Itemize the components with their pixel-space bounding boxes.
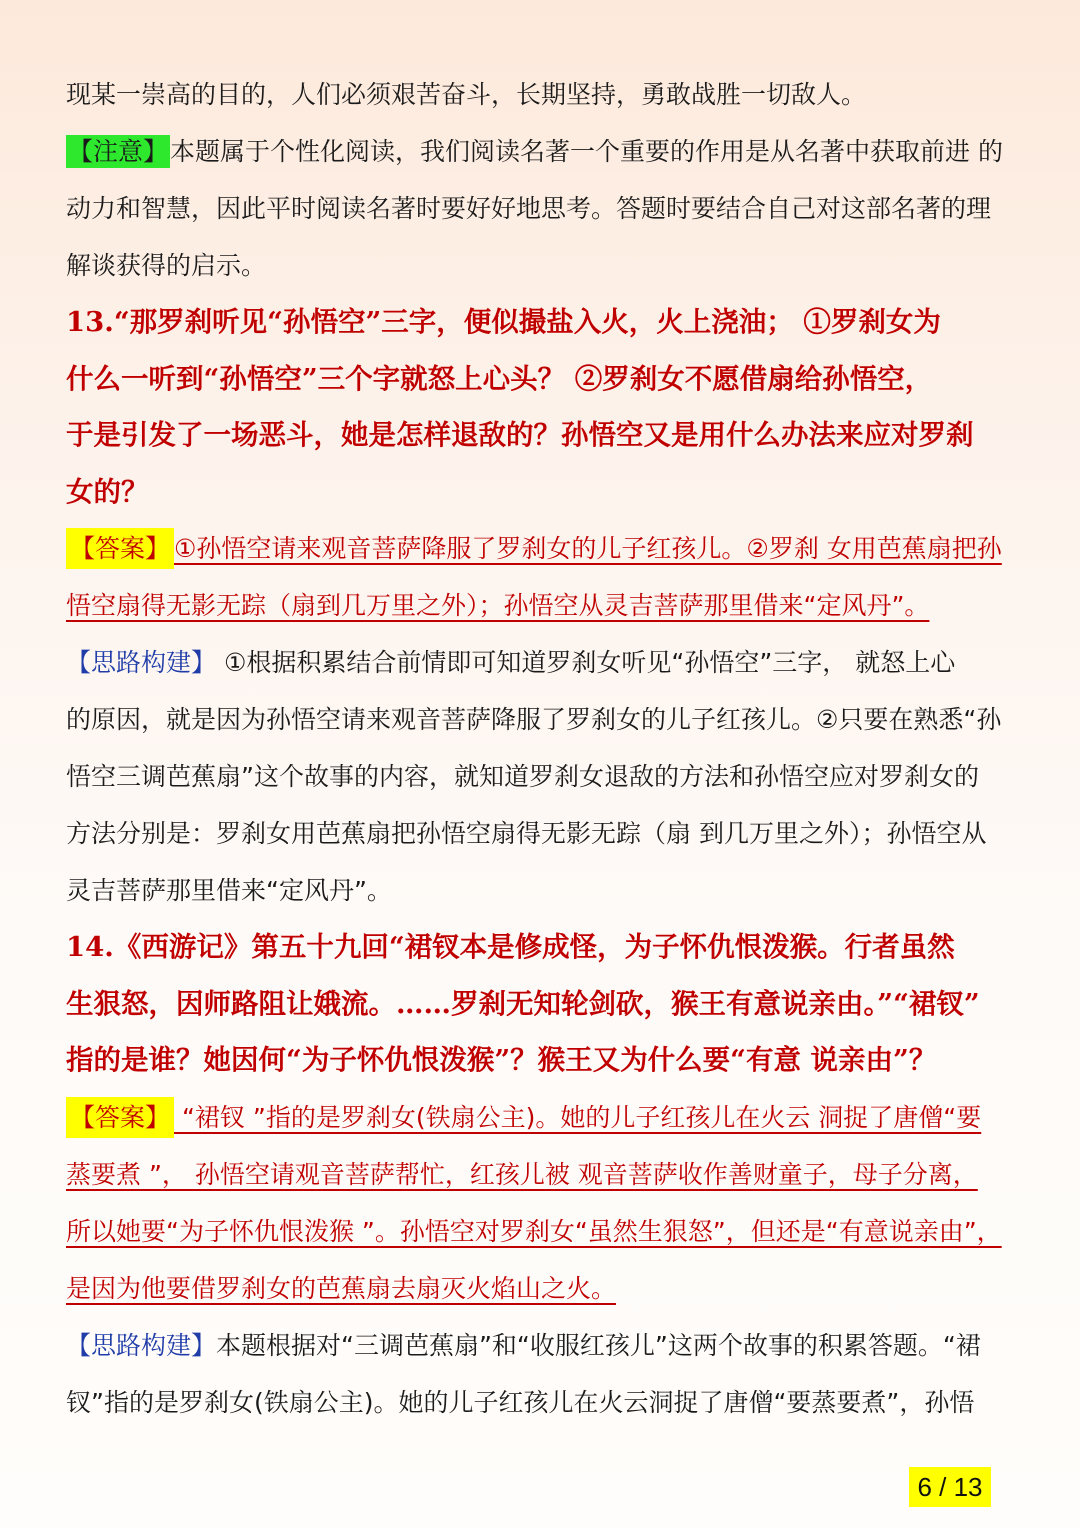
note-tag: 【注意】 [68,137,169,166]
question-13-line: 什么一听到“孙悟空”三个字就怒上心头？ ②罗刹女不愿借扇给孙悟空， [66,362,933,395]
answer-text: 蒸要煮 ”， 孙悟空请观音菩萨帮忙，红孩儿被 观音菩萨收作善财童子，母子分离， [66,1159,978,1189]
note-line [66,123,1016,180]
question-13-line: 13.“那罗刹听见“孙悟空”三字，便似撮盐入火，火上浇油； ①罗刹女为 [66,306,941,338]
idea-text: ①根据积累结合前情即可知道罗刹女听见“孙悟空”三字， 就怒上心 [216,648,956,677]
note-line: 解谈获得的启示。 [66,251,267,280]
idea-14-line: 钗”指的是罗刹女(铁扇公主)。她的儿子红孩儿在火云洞捉了唐僧“要蒸要煮”，孙悟 [66,1387,975,1417]
idea-14-line [66,1317,1016,1374]
question-14-line: 14.《西游记》第五十九回“裙钗本是修成怪，为子怀仇恨泼猴。行者虽然 [66,931,955,963]
question-14-line: 指的是谁？她因何“为子怀仇恨泼猴”？猴王又为什么要“有意 说亲由”？ [66,1044,937,1076]
answer-tag: 【答案】 [66,528,174,569]
idea-13-line: 的原因，就是因为孙悟空请来观音菩萨降服了罗刹女的儿子红孩儿。②只要在熟悉“孙 [66,705,1002,734]
idea-text: 本题根据对“三调芭蕉扇”和“收服红孩儿”这两个故事的积累答题。“裙 [216,1330,981,1360]
idea-13-line [66,634,1016,691]
question-14-line: 生狠怒，因师路阻让娥流。……罗刹无知轮剑砍，猴王有意说亲由。”“裙钗” [66,987,980,1020]
answer-text: 是因为他要借罗刹女的芭蕉扇去扇灭火焰山之火。 [66,1273,617,1303]
intro-line: 现某一崇高的目的，人们必须艰苦奋斗，长期坚持，勇敢战胜一切敌人。 [66,80,867,109]
answer-tag: 【答案】 [66,1097,174,1138]
answer-14-line [66,1203,1016,1260]
idea-tag: 【思路构建】 [66,648,217,677]
answer-text: “裙钗 ”指的是罗刹女(铁扇公主)。她的儿子红孩儿在火云 洞捉了唐僧“要 [174,1102,982,1132]
answer-text: 所以她要“为子怀仇恨泼猴 ”。孙悟空对罗刹女“虽然生狠怒”，但还是“有意说亲由”， [66,1216,1002,1246]
answer-text: 悟空扇得无影无踪（扇到几万里之外）；孙悟空从灵吉菩萨那里借来“定风丹”。 [66,591,930,620]
answer-14-line [66,1260,1016,1317]
answer-14-line [66,1146,1016,1203]
page-content [66,66,1016,1431]
note-line: 动力和智慧，因此平时阅读名著时要好好地思考。答题时要结合自己对这部名著的理 [66,194,992,223]
answer-text: ①孙悟空请来观音菩萨降服了罗刹女的儿子红孩儿。②罗刹 女用芭蕉扇把孙 [174,534,1002,563]
idea-13-line: 灵吉菩萨那里借来“定风丹”。 [66,876,392,905]
page-number: 6 / 13 [909,1467,991,1507]
note-text: 本题属于个性化阅读，我们阅读名著一个重要的作用是从名著中获取前进 的 [170,137,1003,166]
idea-tag: 【思路构建】 [66,1330,217,1360]
idea-13-line: 方法分别是：罗刹女用芭蕉扇把孙悟空扇得无影无踪（扇 到几万里之外）；孙悟空从 [66,819,987,848]
idea-13-line: 悟空三调芭蕉扇”这个故事的内容，就知道罗刹女退敌的方法和孙悟空应对罗刹女的 [66,762,979,791]
question-13-line: 女的？ [66,475,149,508]
answer-14-line [66,1089,1016,1146]
answer-13-line [66,520,1016,577]
question-13-line: 于是引发了一场恶斗，她是怎样退敌的？孙悟空又是用什么办法来应对罗刹 [66,419,974,451]
answer-13-line [66,577,1016,634]
